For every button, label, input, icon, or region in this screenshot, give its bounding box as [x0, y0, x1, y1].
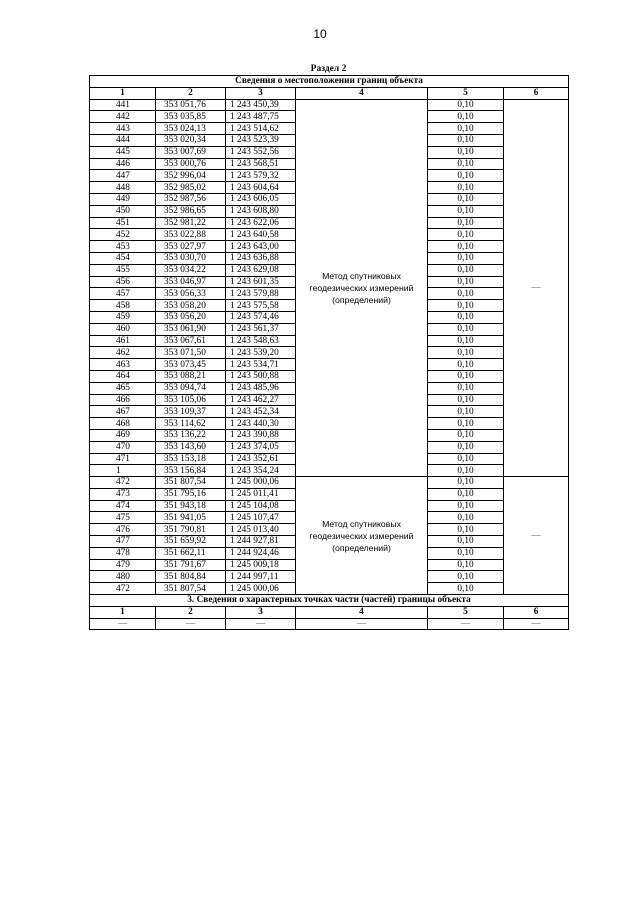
coordinate-y: 1 243 604,64: [226, 182, 296, 194]
empty-cell: —: [90, 618, 156, 630]
accuracy-value: 0,10: [428, 524, 504, 536]
accuracy-value: 0,10: [428, 264, 504, 276]
coordinate-x: 353 034,22: [156, 264, 226, 276]
point-number: 442: [90, 111, 156, 123]
coordinate-y: 1 243 579,88: [226, 288, 296, 300]
coordinate-y: 1 243 440,30: [226, 418, 296, 430]
accuracy-value: 0,10: [428, 335, 504, 347]
coordinate-y: 1 243 548,63: [226, 335, 296, 347]
coordinate-y: 1 243 390,88: [226, 429, 296, 441]
section3-row: [90, 618, 569, 630]
point-number: 470: [90, 441, 156, 453]
coordinate-y: 1 245 000,06: [226, 583, 296, 595]
coordinate-y: 1 243 487,75: [226, 111, 296, 123]
coordinate-y: 1 243 374,05: [226, 441, 296, 453]
coordinate-x: 351 941,05: [156, 512, 226, 524]
accuracy-value: 0,10: [428, 406, 504, 418]
coordinate-x: 353 046,97: [156, 276, 226, 288]
point-number: 477: [90, 536, 156, 548]
accuracy-value: 0,10: [428, 418, 504, 430]
point-number: 460: [90, 323, 156, 335]
accuracy-value: 0,10: [428, 465, 504, 477]
coordinate-x: 353 027,97: [156, 241, 226, 253]
point-number: 455: [90, 264, 156, 276]
coordinate-x: 353 109,37: [156, 406, 226, 418]
point-number: 462: [90, 347, 156, 359]
coordinate-x: 352 981,22: [156, 217, 226, 229]
point-number: 447: [90, 170, 156, 182]
coordinate-x: 352 985,02: [156, 182, 226, 194]
coordinate-x: 353 156,84: [156, 465, 226, 477]
accuracy-value: 0,10: [428, 217, 504, 229]
coordinate-x: 353 056,20: [156, 311, 226, 323]
point-number: 445: [90, 146, 156, 158]
accuracy-value: 0,10: [428, 477, 504, 489]
coordinate-y: 1 243 606,05: [226, 193, 296, 205]
coordinate-y: 1 245 009,18: [226, 559, 296, 571]
method-cell: Метод спутниковых геодезических измерений (определений): [296, 477, 428, 595]
table-row: [90, 99, 569, 111]
coordinate-x: 353 105,06: [156, 394, 226, 406]
coordinate-y: 1 243 523,39: [226, 134, 296, 146]
coordinate-y: 1 245 000,06: [226, 477, 296, 489]
point-number: 444: [90, 134, 156, 146]
coordinate-y: 1 245 013,40: [226, 524, 296, 536]
coordinate-x: 353 020,34: [156, 134, 226, 146]
coordinate-y: 1 243 622,06: [226, 217, 296, 229]
coordinate-y: 1 243 534,71: [226, 359, 296, 371]
coordinate-x: 353 030,70: [156, 252, 226, 264]
coordinate-y: 1 243 500,88: [226, 370, 296, 382]
point-number: 458: [90, 300, 156, 312]
coordinate-x: 351 807,54: [156, 477, 226, 489]
table-row: [90, 477, 569, 489]
coordinate-y: 1 243 552,56: [226, 146, 296, 158]
coordinate-y: 1 244 997,11: [226, 571, 296, 583]
accuracy-value: 0,10: [428, 182, 504, 194]
coordinate-x: 353 114,62: [156, 418, 226, 430]
accuracy-value: 0,10: [428, 288, 504, 300]
coordinate-x: 353 153,18: [156, 453, 226, 465]
section3-title-row: [90, 595, 569, 607]
coordinate-y: 1 243 539,20: [226, 347, 296, 359]
column-header: 1: [90, 87, 156, 99]
coordinate-x: 353 058,20: [156, 300, 226, 312]
coordinate-x: 353 035,85: [156, 111, 226, 123]
coordinate-y: 1 243 352,61: [226, 453, 296, 465]
column-header: 4: [296, 87, 428, 99]
point-number: 465: [90, 382, 156, 394]
accuracy-value: 0,10: [428, 311, 504, 323]
column-header: 2: [156, 87, 226, 99]
coordinate-y: 1 243 640,58: [226, 229, 296, 241]
table-title-row: [90, 76, 569, 88]
coordinate-x: 351 791,67: [156, 559, 226, 571]
point-number: 474: [90, 500, 156, 512]
coordinate-x: 353 067,61: [156, 335, 226, 347]
coordinate-x: 352 987,56: [156, 193, 226, 205]
coordinate-y: 1 243 514,62: [226, 123, 296, 135]
point-number: 475: [90, 512, 156, 524]
column-header: 1: [90, 606, 156, 618]
coordinate-y: 1 243 643,00: [226, 241, 296, 253]
accuracy-value: 0,10: [428, 559, 504, 571]
column-header-row: [90, 87, 569, 99]
coordinate-x: 353 022,88: [156, 229, 226, 241]
coordinate-x: 353 088,21: [156, 370, 226, 382]
accuracy-value: 0,10: [428, 429, 504, 441]
point-number: 463: [90, 359, 156, 371]
point-number: 461: [90, 335, 156, 347]
point-number: 467: [90, 406, 156, 418]
coordinate-x: 351 659,92: [156, 536, 226, 548]
coordinate-y: 1 245 107,47: [226, 512, 296, 524]
coordinate-x: 351 943,18: [156, 500, 226, 512]
accuracy-value: 0,10: [428, 536, 504, 548]
accuracy-value: 0,10: [428, 170, 504, 182]
coordinate-y: 1 243 636,88: [226, 252, 296, 264]
coordinate-y: 1 243 561,37: [226, 323, 296, 335]
coordinate-x: 353 073,45: [156, 359, 226, 371]
empty-cell: —: [226, 618, 296, 630]
accuracy-value: 0,10: [428, 453, 504, 465]
coordinate-y: 1 243 579,32: [226, 170, 296, 182]
accuracy-value: 0,10: [428, 488, 504, 500]
accuracy-value: 0,10: [428, 252, 504, 264]
accuracy-value: 0,10: [428, 193, 504, 205]
coordinate-y: 1 243 568,51: [226, 158, 296, 170]
point-number: 468: [90, 418, 156, 430]
coordinate-y: 1 245 011,41: [226, 488, 296, 500]
coordinate-x: 353 071,50: [156, 347, 226, 359]
point-number: 1: [90, 465, 156, 477]
coordinate-x: 353 007,69: [156, 146, 226, 158]
coordinate-y: 1 243 629,08: [226, 264, 296, 276]
coordinate-y: 1 243 575,58: [226, 300, 296, 312]
accuracy-value: 0,10: [428, 347, 504, 359]
column-header: 6: [504, 87, 569, 99]
point-number: 443: [90, 123, 156, 135]
coordinate-x: 353 000,76: [156, 158, 226, 170]
coordinate-y: 1 244 927,81: [226, 536, 296, 548]
point-number: 471: [90, 453, 156, 465]
point-number: 473: [90, 488, 156, 500]
empty-cell: —: [504, 618, 569, 630]
method-cell: Метод спутниковых геодезических измерений (определений): [296, 99, 428, 477]
column-header: 3: [226, 606, 296, 618]
coordinate-y: 1 243 608,80: [226, 205, 296, 217]
empty-cell: —: [156, 618, 226, 630]
section3-title: 3. Сведения о характерных точках части (частей) границы объекта: [90, 595, 569, 607]
point-number: 453: [90, 241, 156, 253]
coordinate-x: 351 662,11: [156, 547, 226, 559]
point-number: 480: [90, 571, 156, 583]
coordinate-y: 1 243 485,96: [226, 382, 296, 394]
point-number: 446: [90, 158, 156, 170]
accuracy-value: 0,10: [428, 323, 504, 335]
empty-cell: —: [428, 618, 504, 630]
point-number: 472: [90, 583, 156, 595]
point-number: 469: [90, 429, 156, 441]
coordinate-y: 1 243 574,46: [226, 311, 296, 323]
coordinate-x: 351 807,54: [156, 583, 226, 595]
coordinate-x: 352 986,65: [156, 205, 226, 217]
point-number: 454: [90, 252, 156, 264]
point-number: 451: [90, 217, 156, 229]
coordinate-y: 1 243 462,27: [226, 394, 296, 406]
point-number: 478: [90, 547, 156, 559]
point-number: 450: [90, 205, 156, 217]
accuracy-value: 0,10: [428, 571, 504, 583]
accuracy-value: 0,10: [428, 158, 504, 170]
section3-header-row: [90, 606, 569, 618]
accuracy-value: 0,10: [428, 205, 504, 217]
column-header: 3: [226, 87, 296, 99]
point-number: 472: [90, 477, 156, 489]
section-label: Раздел 2: [310, 64, 347, 74]
accuracy-value: 0,10: [428, 547, 504, 559]
point-number: 449: [90, 193, 156, 205]
table-title: Сведения о местоположении границ объекта: [90, 76, 569, 88]
accuracy-value: 0,10: [428, 276, 504, 288]
accuracy-value: 0,10: [428, 241, 504, 253]
coordinate-x: 353 094,74: [156, 382, 226, 394]
point-number: 448: [90, 182, 156, 194]
coordinate-x: 351 804,84: [156, 571, 226, 583]
coordinate-x: 352 996,04: [156, 170, 226, 182]
point-number: 479: [90, 559, 156, 571]
point-number: 476: [90, 524, 156, 536]
column-header: 2: [156, 606, 226, 618]
page-number: 10: [313, 27, 327, 41]
point-number: 452: [90, 229, 156, 241]
coordinate-x: 351 790,81: [156, 524, 226, 536]
point-number: 464: [90, 370, 156, 382]
coordinate-x: 351 795,16: [156, 488, 226, 500]
column-header: 5: [428, 606, 504, 618]
coordinate-x: 353 143,60: [156, 441, 226, 453]
coordinate-y: 1 244 924,46: [226, 547, 296, 559]
accuracy-value: 0,10: [428, 146, 504, 158]
boundary-table: [89, 75, 569, 630]
accuracy-value: 0,10: [428, 382, 504, 394]
col6-cell: —: [504, 99, 569, 477]
column-header: 6: [504, 606, 569, 618]
point-number: 459: [90, 311, 156, 323]
accuracy-value: 0,10: [428, 512, 504, 524]
accuracy-value: 0,10: [428, 111, 504, 123]
coordinate-x: 353 056,33: [156, 288, 226, 300]
accuracy-value: 0,10: [428, 370, 504, 382]
column-header: 5: [428, 87, 504, 99]
accuracy-value: 0,10: [428, 229, 504, 241]
accuracy-value: 0,10: [428, 583, 504, 595]
accuracy-value: 0,10: [428, 441, 504, 453]
accuracy-value: 0,10: [428, 134, 504, 146]
coordinate-y: 1 243 601,35: [226, 276, 296, 288]
point-number: 456: [90, 276, 156, 288]
coordinate-y: 1 243 354,24: [226, 465, 296, 477]
accuracy-value: 0,10: [428, 394, 504, 406]
empty-cell: —: [296, 618, 428, 630]
coordinate-x: 353 024,13: [156, 123, 226, 135]
accuracy-value: 0,10: [428, 500, 504, 512]
accuracy-value: 0,10: [428, 99, 504, 111]
point-number: 457: [90, 288, 156, 300]
coordinate-y: 1 243 450,39: [226, 99, 296, 111]
coordinate-y: 1 245 104,08: [226, 500, 296, 512]
col6-cell: —: [504, 477, 569, 595]
accuracy-value: 0,10: [428, 123, 504, 135]
coordinate-x: 353 061,90: [156, 323, 226, 335]
point-number: 441: [90, 99, 156, 111]
accuracy-value: 0,10: [428, 359, 504, 371]
column-header: 4: [296, 606, 428, 618]
point-number: 466: [90, 394, 156, 406]
coordinate-y: 1 243 452,34: [226, 406, 296, 418]
coordinate-x: 353 051,76: [156, 99, 226, 111]
coordinate-x: 353 136,22: [156, 429, 226, 441]
accuracy-value: 0,10: [428, 300, 504, 312]
